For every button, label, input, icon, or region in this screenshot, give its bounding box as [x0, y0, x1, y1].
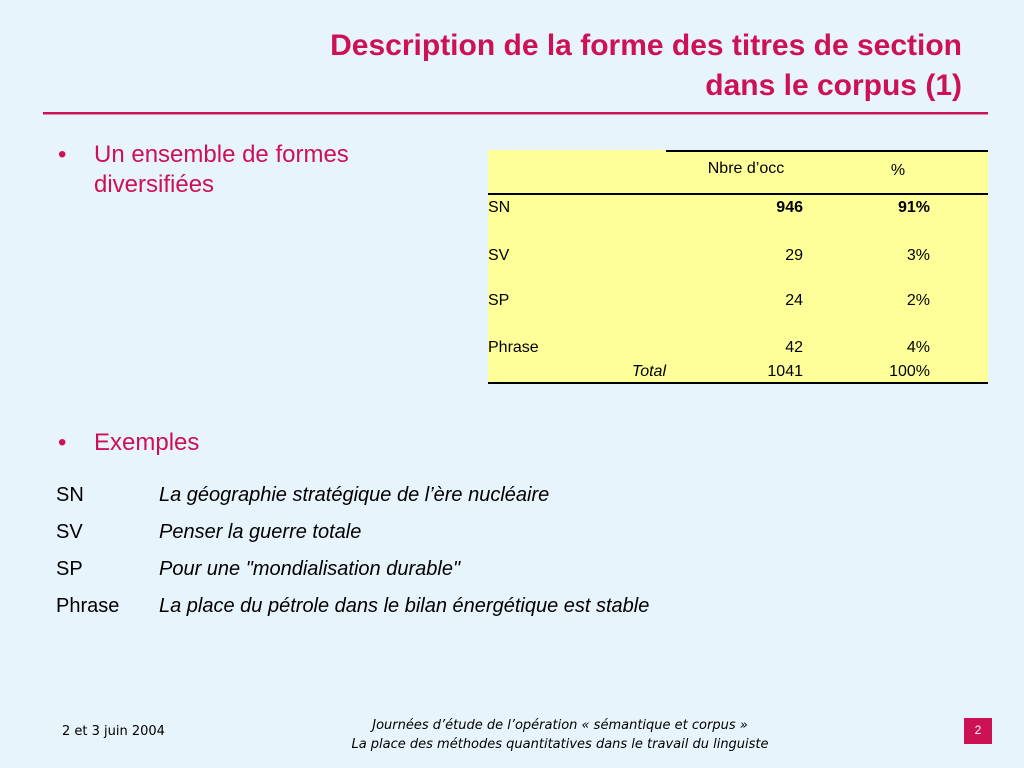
row-sp-label: SP — [488, 292, 510, 309]
row-sn-pct: 91% — [897, 199, 930, 216]
example-type: SV — [56, 521, 83, 543]
bullet-examples — [58, 428, 358, 458]
row-phrase-pct: 4% — [906, 339, 930, 356]
bullet-text: Un ensemble de formes diversifiées — [94, 141, 349, 198]
bullet-forms — [58, 140, 418, 200]
occurrence-table — [488, 150, 988, 384]
footer-event — [260, 716, 860, 754]
bullet-text: Exemples — [94, 429, 200, 456]
header-pct: % — [890, 162, 906, 179]
header-occ: Nbre d’occ — [707, 160, 785, 177]
example-type: SN — [56, 484, 84, 506]
total-pct: 100% — [889, 363, 930, 380]
slide-title — [162, 26, 962, 106]
total-occ: 1041 — [767, 363, 803, 380]
table-header-rule — [488, 193, 988, 195]
bullet-marker: • — [58, 429, 67, 456]
slide-title-line-2: dans le corpus (1) — [705, 69, 962, 102]
total-label: Total — [631, 363, 666, 380]
bullet-marker: • — [58, 141, 67, 168]
slide-title-line-1: Description de la forme des titres de section — [330, 29, 962, 62]
page-number: 2 — [964, 718, 992, 744]
example-text: La géographie stratégique de l’ère nucléaire — [159, 484, 550, 506]
footer-date: 2 et 3 juin 2004 — [62, 724, 165, 739]
example-text: Pour une "mondialisation durable" — [159, 558, 461, 580]
row-sv-label: SV — [488, 247, 510, 264]
example-text: La place du pétrole dans le bilan énergétique est stable — [159, 595, 650, 617]
table-bottom-rule — [488, 382, 988, 384]
row-sv-occ: 29 — [785, 247, 803, 264]
row-sp-pct: 2% — [906, 292, 930, 309]
row-phrase-occ: 42 — [785, 339, 803, 356]
footer-event-title: Journées d’étude de l’opération « sémantique et corpus » — [372, 718, 748, 733]
footer-event-subtitle: La place des méthodes quantitatives dans le travail du linguiste — [351, 737, 769, 752]
row-phrase-label: Phrase — [488, 339, 539, 356]
title-divider — [43, 112, 988, 114]
row-sv-pct: 3% — [906, 247, 930, 264]
row-sp-occ: 24 — [785, 292, 803, 309]
example-type: SP — [56, 558, 83, 580]
row-sn-label: SN — [488, 199, 511, 216]
row-sn-occ: 946 — [776, 199, 803, 216]
example-type: Phrase — [56, 595, 120, 617]
table-top-rule — [666, 150, 988, 152]
example-text: Penser la guerre totale — [159, 521, 362, 543]
